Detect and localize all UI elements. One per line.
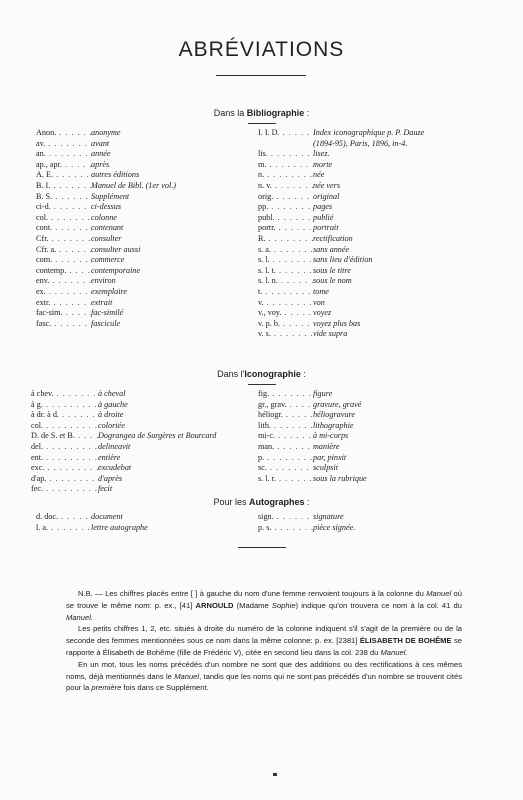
note-text-run: Manuel bbox=[426, 589, 452, 598]
abbr-row bbox=[258, 128, 424, 139]
heading-prefix: Dans l' bbox=[217, 369, 245, 379]
abbr-row bbox=[31, 410, 216, 421]
abbr-term: v., voy. . . . bbox=[258, 308, 313, 319]
abbr-row bbox=[258, 160, 424, 171]
abbr-meaning: signature bbox=[313, 512, 344, 521]
abbr-row bbox=[258, 442, 367, 453]
abbr-term: B. I. . . . bbox=[36, 181, 91, 192]
abbr-row bbox=[36, 192, 176, 203]
abbr-row bbox=[36, 213, 176, 224]
abbr-meaning: figure bbox=[313, 389, 333, 398]
abbr-meaning: exemplaire bbox=[91, 286, 128, 296]
abbr-meaning: original bbox=[313, 191, 340, 201]
abbr-meaning: Index iconographique p. P. Dauze bbox=[313, 128, 425, 137]
abbr-row bbox=[31, 463, 216, 474]
abbr-row bbox=[258, 463, 367, 474]
note-text-run: Manuel. bbox=[380, 647, 408, 657]
abbr-term: à g. . . . bbox=[31, 400, 98, 411]
note-text-run: , tandis que les noms qui ne sont pas précédés d'un nombre se trouvent cités pour la bbox=[66, 671, 462, 693]
abbr-row bbox=[31, 453, 216, 464]
abbr-meaning: (1894-95), Paris, 1896, in-4. bbox=[313, 138, 408, 148]
abbr-term: lith. . . . bbox=[258, 421, 313, 432]
abbr-term: gr., grav. . . . bbox=[258, 400, 313, 411]
abbr-row bbox=[36, 512, 148, 523]
abbr-meaning: gravure, gravé bbox=[313, 399, 362, 409]
abbr-meaning: née vers bbox=[313, 180, 341, 190]
abbr-row bbox=[258, 234, 424, 245]
section-heading-iconographie bbox=[0, 369, 523, 379]
abbr-term: B. S. . . . bbox=[36, 192, 91, 203]
abbr-term: s. l. n. . . . bbox=[258, 276, 313, 287]
abbr-term: orig. . . . bbox=[258, 192, 313, 203]
abbr-term: mi-c. . . . bbox=[258, 431, 313, 442]
heading-word: Autographes bbox=[249, 497, 305, 507]
abbr-meaning: sans lieu d'édition bbox=[313, 255, 373, 265]
abbr-term: l. a. . . . bbox=[36, 523, 91, 534]
abbr-row bbox=[36, 287, 176, 298]
note-text-run: Sophie bbox=[271, 600, 296, 610]
abbr-row bbox=[258, 255, 424, 266]
abbr-row bbox=[258, 149, 424, 160]
abbr-row bbox=[36, 245, 176, 256]
abbr-meaning: à gauche bbox=[98, 399, 128, 409]
abbr-term: ap., apr. . . . bbox=[36, 160, 91, 171]
section-rule bbox=[248, 384, 276, 385]
abbr-term: Cfr. . . . bbox=[36, 234, 91, 245]
abbr-row bbox=[258, 192, 424, 203]
abbr-term: à chev. . . . bbox=[31, 389, 98, 400]
abbr-row bbox=[36, 523, 148, 534]
abbr-meaning: fecit bbox=[98, 484, 113, 494]
abbr-row bbox=[36, 234, 176, 245]
page-title: ABRÉVIATIONS bbox=[178, 38, 345, 61]
abbr-row bbox=[258, 410, 367, 421]
abbr-meaning: à cheval bbox=[98, 389, 126, 398]
heading-word: Bibliographie bbox=[246, 108, 305, 118]
abbr-meaning: fac-similé bbox=[91, 308, 124, 318]
abbr-row bbox=[31, 474, 216, 485]
abbr-meaning: vide supra bbox=[313, 329, 348, 339]
abbr-term: pp. . . . bbox=[258, 202, 313, 213]
abbr-term: sign. . . . bbox=[258, 512, 313, 523]
abbr-term: exc. . . . bbox=[31, 463, 98, 474]
abbr-term: fac-sim. . . . bbox=[36, 308, 91, 319]
notes-block bbox=[66, 588, 462, 694]
abbr-meaning: extrait bbox=[91, 297, 113, 307]
abbr-meaning: environ bbox=[91, 276, 116, 286]
abbr-list-bibliographie-right bbox=[258, 128, 424, 340]
heading-word: Iconographie bbox=[244, 369, 301, 379]
abbr-term: I. I. D. . . . bbox=[258, 128, 313, 139]
note-paragraph-1 bbox=[66, 588, 462, 623]
abbr-meaning: sous le nom bbox=[313, 276, 352, 286]
abbr-row bbox=[36, 223, 176, 234]
abbr-term: s. l. . . . bbox=[258, 255, 313, 266]
abbr-meaning: document bbox=[91, 512, 123, 521]
abbr-term: fig. . . . bbox=[258, 389, 313, 400]
abbr-row bbox=[258, 223, 424, 234]
abbr-term: contemp. . . . bbox=[36, 266, 91, 277]
abbr-term: d'ap. . . . bbox=[31, 474, 98, 485]
abbr-term: Anon. . . . bbox=[36, 128, 91, 139]
section-rule bbox=[238, 547, 286, 548]
abbr-meaning: par, pinxit bbox=[313, 452, 347, 462]
abbr-row bbox=[36, 181, 176, 192]
note-text-run: N.B. — Les chiffres placés entre [ ] à gauche du nom d'une femme renvoient toujours à la colonne du bbox=[78, 589, 427, 598]
abbr-meaning: après bbox=[91, 159, 110, 169]
abbr-row bbox=[31, 442, 216, 453]
abbr-meaning: fascicule bbox=[91, 318, 121, 328]
abbr-meaning: entière bbox=[98, 452, 121, 462]
abbr-term: sc. . . . bbox=[258, 463, 313, 474]
abbr-list-autographes-right bbox=[258, 512, 355, 533]
abbr-row bbox=[258, 276, 424, 287]
abbr-meaning: Manuel de Bibl. (1er vol.) bbox=[91, 180, 177, 190]
note-text-run: fois dans ce Supplément. bbox=[121, 683, 209, 693]
abbr-meaning: coloriée bbox=[98, 420, 125, 430]
abbr-meaning: lithographie bbox=[313, 420, 354, 430]
abbr-term: cont. . . . bbox=[36, 223, 91, 234]
abbr-row bbox=[31, 421, 216, 432]
abbr-meaning: colonne bbox=[91, 212, 117, 222]
abbr-term: ci-d. . . . bbox=[36, 202, 91, 213]
abbr-meaning: d'après bbox=[98, 473, 123, 483]
abbr-row bbox=[258, 421, 367, 432]
abbr-row bbox=[36, 149, 176, 160]
abbr-meaning: autres éditions bbox=[91, 170, 140, 180]
abbr-row bbox=[258, 474, 367, 485]
abbr-row bbox=[36, 128, 176, 139]
abbr-row bbox=[258, 298, 424, 309]
abbr-meaning: contemporaine bbox=[91, 265, 141, 275]
section-heading-autographes bbox=[0, 497, 523, 507]
abbr-row bbox=[36, 255, 176, 266]
abbr-term: fasc. . . . bbox=[36, 319, 91, 330]
abbr-row bbox=[36, 202, 176, 213]
note-paragraph-3 bbox=[66, 659, 462, 694]
abbr-meaning: commerce bbox=[91, 255, 125, 265]
abbr-row bbox=[258, 319, 424, 330]
abbr-row bbox=[258, 453, 367, 464]
abbr-term: n. v. . . . bbox=[258, 181, 313, 192]
abbr-row bbox=[258, 213, 424, 224]
heading-suffix: : bbox=[307, 497, 310, 507]
abbr-meaning: delineavit bbox=[98, 441, 131, 451]
abbr-row bbox=[258, 400, 367, 411]
heading-suffix: : bbox=[303, 369, 306, 379]
abbr-row bbox=[258, 329, 424, 340]
abbr-term: p. . . . bbox=[258, 453, 313, 464]
abbr-meaning: tome bbox=[313, 286, 329, 296]
abbr-term: col. . . . bbox=[36, 213, 91, 224]
abbr-term: ent. . . . bbox=[31, 453, 98, 464]
abbr-term: ex. . . . bbox=[36, 287, 91, 298]
abbr-meaning: rectification bbox=[313, 233, 353, 243]
abbr-row bbox=[258, 389, 367, 400]
note-text-run: se rapporte à Élisabeth de Bohême (fille de Frédéric V), citée en second lieu dans la col. 238 du bbox=[66, 636, 462, 657]
abbr-row bbox=[258, 266, 424, 277]
abbr-row bbox=[36, 160, 176, 171]
abbr-meaning: née bbox=[313, 170, 325, 180]
abbr-term: extr. . . . bbox=[36, 298, 91, 309]
abbr-term: lis. . . . bbox=[258, 149, 313, 160]
abbr-meaning: manière bbox=[313, 441, 340, 451]
heading-suffix: : bbox=[306, 108, 310, 118]
abbr-row bbox=[258, 308, 424, 319]
abbr-list-autographes-left bbox=[36, 512, 148, 533]
section-heading-bibliographie bbox=[0, 108, 523, 118]
abbr-meaning: lettre autographe bbox=[91, 522, 148, 532]
abbr-row bbox=[258, 245, 424, 256]
abbr-term: d. doc. . . . bbox=[36, 512, 91, 523]
abbr-term: D. de S. et B. . . . bbox=[31, 431, 98, 442]
note-text-run: première bbox=[91, 683, 122, 693]
abbr-meaning: lisez. bbox=[313, 149, 330, 159]
abbr-meaning: voyez bbox=[313, 308, 332, 318]
abbr-meaning: excudebat bbox=[98, 463, 132, 473]
abbr-meaning: consulter bbox=[91, 233, 122, 243]
abbr-meaning: sans année bbox=[313, 244, 350, 254]
end-mark bbox=[273, 773, 277, 776]
abbr-meaning: sculpsit bbox=[313, 463, 339, 473]
heading-prefix: Pour les bbox=[213, 497, 247, 507]
abbr-row bbox=[31, 484, 216, 495]
abbr-list-iconographie-left bbox=[31, 389, 216, 495]
abbr-row bbox=[258, 181, 424, 192]
abbr-term: à dr. à d. . . . bbox=[31, 410, 98, 421]
abbr-meaning: pièce signée. bbox=[313, 522, 356, 532]
abbr-meaning: ci-dessus bbox=[91, 202, 122, 212]
abbr-term: fec. . . . bbox=[31, 484, 98, 495]
abbr-row bbox=[36, 298, 176, 309]
abbr-meaning: von bbox=[313, 297, 325, 307]
abbr-meaning: sous la rubrique bbox=[313, 473, 367, 483]
abbr-term: s. l. t. . . . bbox=[258, 266, 313, 277]
abbr-row bbox=[36, 170, 176, 181]
abbr-row bbox=[36, 319, 176, 330]
abbr-term: v. p. b. . . . bbox=[258, 319, 313, 330]
abbr-meaning: contenant bbox=[91, 223, 124, 233]
abbr-list-iconographie-right bbox=[258, 389, 367, 484]
abbr-term: Cfr. a. . . . bbox=[36, 245, 91, 256]
abbr-row bbox=[258, 139, 424, 150]
abbr-meaning: héliogravure bbox=[313, 410, 355, 420]
abbr-term: col. . . . bbox=[31, 421, 98, 432]
heading-prefix: Dans la bbox=[213, 108, 245, 118]
abbr-row bbox=[258, 512, 355, 523]
abbr-meaning: portrait bbox=[313, 223, 339, 233]
abbr-term: v. s. . . . bbox=[258, 329, 313, 340]
abbr-row bbox=[36, 266, 176, 277]
abbr-meaning: à mi-corps bbox=[313, 431, 349, 441]
note-text-run: ÉLISABETH DE BOHÊME bbox=[359, 636, 452, 646]
abbr-row bbox=[258, 431, 367, 442]
note-text-run: Les petits chiffres 1, 2, etc. situés à droite du numéro de la colonne indiquent s'il s'agit de la première ou de la seconde des femmes mentionnées sous ce nom dans la même colonne: p. ex. [2381] bbox=[66, 624, 462, 646]
abbr-row bbox=[36, 276, 176, 287]
abbr-term: an. . . . bbox=[36, 149, 91, 160]
title-rule bbox=[216, 75, 306, 76]
abbr-term: v. . . . bbox=[258, 298, 313, 309]
abbr-meaning: anonyme bbox=[91, 128, 121, 137]
note-text-run: (Madame bbox=[233, 600, 272, 610]
note-text-run: Manuel bbox=[174, 671, 200, 681]
abbr-term: p. s. . . . bbox=[258, 523, 313, 534]
note-text-run: ARNOULD bbox=[195, 600, 234, 610]
abbr-term: env. . . . bbox=[36, 276, 91, 287]
abbr-meaning: morte bbox=[313, 159, 333, 169]
abbr-term: portr. . . . bbox=[258, 223, 313, 234]
abbr-term: n. . . . bbox=[258, 170, 313, 181]
abbr-meaning: voyez plus bas bbox=[313, 318, 361, 328]
abbr-meaning: Supplément bbox=[91, 191, 130, 201]
abbr-row bbox=[36, 139, 176, 150]
abbr-row bbox=[258, 170, 424, 181]
abbr-list-bibliographie-left bbox=[36, 128, 176, 329]
abbr-term: R. . . . bbox=[258, 234, 313, 245]
abbr-row bbox=[31, 389, 216, 400]
note-paragraph-2 bbox=[66, 623, 462, 658]
abbr-row bbox=[36, 308, 176, 319]
abbr-term: m. . . . bbox=[258, 160, 313, 171]
note-text-run: Manuel. bbox=[66, 612, 94, 622]
abbr-term: man. . . . bbox=[258, 442, 313, 453]
abbr-term: A. E. . . . bbox=[36, 170, 91, 181]
abbr-meaning: avant bbox=[91, 138, 110, 148]
abbr-term: publ. . . . bbox=[258, 213, 313, 224]
abbr-term: s. l. r. . . . bbox=[258, 474, 313, 485]
abbr-term: com. . . . bbox=[36, 255, 91, 266]
abbr-meaning: publié bbox=[313, 212, 334, 222]
abbr-meaning: Dograngea de Surgères et Bourcard bbox=[98, 431, 217, 441]
note-text-run: En un mot, tous les noms précédés d'un nombre ne sont que des additions ou des rectifications à ces mêmes noms, déjà mentionnés dans le bbox=[66, 659, 462, 681]
section-rule bbox=[248, 123, 276, 124]
note-text-run: ) indique qu'on trouvera ce nom à la col. 41 du bbox=[295, 600, 462, 610]
abbr-meaning: à droite bbox=[98, 410, 124, 420]
note-text-run: où se trouve le même nom: p. ex., [41] bbox=[66, 589, 462, 610]
abbr-term: av. . . . bbox=[36, 139, 91, 150]
abbr-meaning: consulter aussi bbox=[91, 244, 141, 254]
abbr-row bbox=[31, 400, 216, 411]
abbr-row bbox=[258, 523, 355, 534]
abbr-term: del. . . . bbox=[31, 442, 98, 453]
abbr-meaning: sous le titre bbox=[313, 265, 351, 275]
abbr-term: t. . . . bbox=[258, 287, 313, 298]
abbr-row bbox=[31, 431, 216, 442]
abbr-term: s. a. . . . bbox=[258, 245, 313, 256]
abbr-row bbox=[258, 202, 424, 213]
abbr-row bbox=[258, 287, 424, 298]
abbr-term: héliogr. . . . bbox=[258, 410, 313, 421]
abbr-meaning: pages bbox=[313, 202, 333, 212]
abbr-meaning: année bbox=[91, 149, 111, 159]
